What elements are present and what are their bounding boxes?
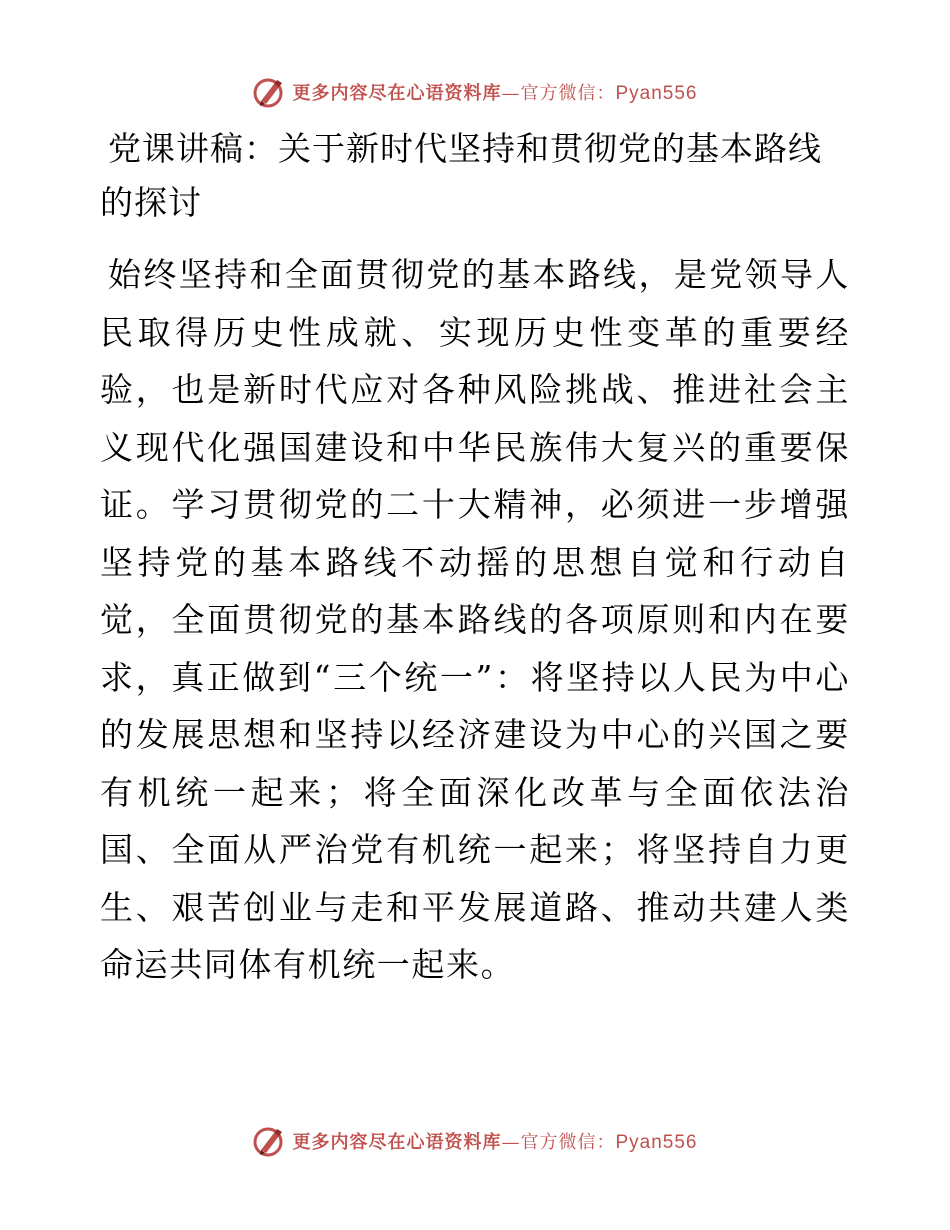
document-body-paragraph: 始终坚持和全面贯彻党的基本路线，是党领导人民取得历史性成就、实现历史性变革的重要经验，也是新时代应对各种风险挑战、推进社会主义现代化强国建设和中华民族伟大复兴的重要保证。学习贯彻党的二十大精神，必须进一步增强坚持党的基本路线不动摇的思想自觉和行动自觉，全面贯彻党的基本路线的各项原则和内在要求，真正做到“三个统一”：将坚持以人民为中心的发展思想和坚持以经济建设为中心的兴国之要有机统一起来；将全面深化改革与全面依法治国、全面从严治党有机统一起来；将坚持自力更生、艰苦创业与走和平发展道路、推动共建人类命运共同体有机统一起来。 (100, 255, 850, 984)
pen-in-circle-icon (252, 1124, 286, 1158)
pen-in-circle-icon (252, 75, 286, 109)
document-content (100, 122, 850, 994)
footer-banner-separator: — (501, 1132, 521, 1153)
footer-banner-text (292, 1128, 697, 1154)
footer-banner-wechat-id: Pyan556 (615, 1132, 698, 1153)
footer-watermark-banner (0, 1121, 950, 1161)
header-banner-wechat-id: Pyan556 (615, 83, 698, 104)
header-banner-main: 更多内容尽在心语资料库 (292, 83, 502, 104)
header-banner-separator: — (501, 83, 521, 104)
header-banner-text (292, 79, 697, 105)
header-banner-wechat-label: 官方微信： (520, 83, 616, 104)
footer-banner-wechat-label: 官方微信： (520, 1132, 616, 1153)
header-watermark-banner (0, 72, 950, 112)
footer-banner-main: 更多内容尽在心语资料库 (292, 1132, 502, 1153)
document-title: 党课讲稿：关于新时代坚持和贯彻党的基本路线的探讨 (100, 129, 822, 222)
